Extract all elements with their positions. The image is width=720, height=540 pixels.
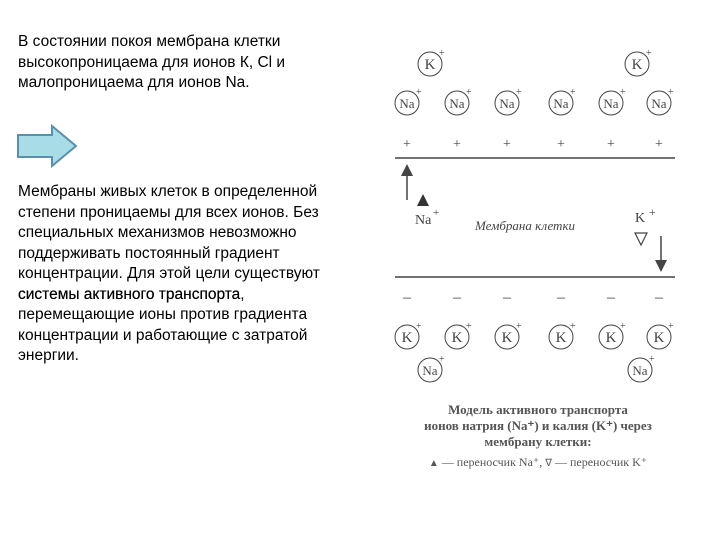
- plus-sign: +: [453, 137, 461, 152]
- main-line: перемещающие ионы против градиента: [18, 306, 308, 323]
- ion-label: K: [653, 330, 665, 346]
- membrane-diagram: [385, 40, 685, 385]
- ion-charge: +: [620, 87, 626, 98]
- intro-line: высокопроницаема для ионов К, Cl и: [18, 53, 286, 71]
- na-carrier-charge: +: [433, 207, 440, 219]
- caption-line: мембрану клетки:: [484, 434, 592, 449]
- main-line: Мембраны живых клеток в определенной: [18, 183, 318, 200]
- main-line: степени проницаемы для всех ионов. Без: [18, 203, 319, 221]
- potassium-ion: [495, 321, 522, 349]
- ion-charge: +: [416, 321, 422, 332]
- ion-label: Na: [399, 96, 415, 111]
- minus-sign: –: [503, 289, 511, 306]
- minus-sign: –: [453, 289, 461, 306]
- ion-label: Na: [422, 363, 438, 378]
- main-line: поддерживать постоянный градиент: [18, 244, 280, 262]
- potassium-ion: [549, 321, 576, 349]
- ion-label: Na: [603, 96, 619, 111]
- ion-label: Na: [632, 363, 648, 378]
- ion-charge: +: [668, 87, 674, 98]
- open-triangle-icon: ∇: [545, 458, 552, 469]
- sodium-ion: [395, 87, 422, 115]
- ion-label: Na: [499, 96, 515, 111]
- ion-charge: +: [516, 321, 522, 332]
- ion-charge: +: [570, 321, 576, 332]
- ion-label: K: [631, 57, 643, 73]
- ion-charge: +: [649, 354, 655, 365]
- caption-line: ионов натрия (Na⁺) и калия (K⁺) через: [424, 418, 652, 433]
- plus-sign: +: [557, 137, 565, 152]
- ion-charge: +: [439, 48, 445, 59]
- ion-label: Na: [553, 96, 569, 111]
- ion-label: Na: [651, 96, 667, 111]
- ion-label: K: [401, 330, 413, 346]
- main-line: ,: [240, 285, 245, 303]
- na-carrier-icon: [417, 194, 429, 206]
- potassium-ion: [418, 48, 445, 76]
- plus-sign: +: [607, 137, 615, 152]
- ion-label: Na: [449, 96, 465, 111]
- potassium-ion: [599, 321, 626, 349]
- plus-sign: +: [503, 137, 511, 152]
- ion-charge: +: [466, 87, 472, 98]
- legend-k: — переносчик K⁺: [554, 455, 648, 469]
- legend-na: — переносчик Na⁺,: [441, 455, 546, 469]
- ion-charge: +: [439, 354, 445, 365]
- main-line: концентрации. Для этой цели существуют: [18, 265, 320, 282]
- plus-sign: +: [655, 137, 663, 152]
- sodium-ion: [549, 87, 576, 115]
- minus-sign: –: [655, 289, 663, 306]
- ion-label: K: [605, 330, 617, 346]
- highlight-term: системы активного транспорта: [18, 285, 241, 303]
- membrane-label: Мембрана клетки: [475, 218, 576, 233]
- potassium-ion: [445, 321, 472, 349]
- potassium-ion: [647, 321, 674, 349]
- main-line: концентрации и работающие с затратой: [18, 326, 308, 344]
- ion-charge: +: [570, 87, 576, 98]
- sodium-ion: [445, 87, 472, 115]
- filled-triangle-icon: ▲: [428, 458, 439, 469]
- intro-paragraph: [18, 32, 378, 94]
- minus-sign: –: [403, 289, 411, 306]
- na-carrier-label: Na: [415, 213, 432, 228]
- potassium-ion: [625, 48, 652, 76]
- ion-charge: +: [646, 48, 652, 59]
- ion-charge: +: [466, 321, 472, 332]
- intro-line: В состоянии покоя мембрана клетки: [18, 33, 281, 50]
- ion-charge: +: [416, 87, 422, 98]
- sodium-ion: [647, 87, 674, 115]
- main-line: специальных механизмов невозможно: [18, 224, 297, 241]
- ion-charge: +: [516, 87, 522, 98]
- diagram-legend: [398, 455, 678, 470]
- potassium-ion: [395, 321, 422, 349]
- sodium-ion: [418, 354, 445, 382]
- sodium-ion: [495, 87, 522, 115]
- diagram-caption: [398, 402, 678, 450]
- k-carrier-charge: +: [649, 205, 656, 219]
- plus-sign: +: [403, 137, 411, 152]
- ion-label: K: [501, 330, 513, 346]
- ion-label: K: [555, 330, 567, 346]
- main-line: энергии.: [18, 347, 79, 364]
- k-carrier-icon: [635, 233, 647, 245]
- sodium-ion: [599, 87, 626, 115]
- ion-label: K: [424, 57, 436, 73]
- ion-label: K: [451, 330, 463, 346]
- minus-sign: –: [607, 289, 615, 306]
- sodium-ion: [628, 354, 655, 382]
- intro-line: малопроницаема для ионов Na.: [18, 74, 250, 91]
- ion-charge: +: [668, 321, 674, 332]
- right-arrow-icon: [16, 124, 78, 168]
- caption-line: Модель активного транспорта: [448, 402, 628, 417]
- ion-charge: +: [620, 321, 626, 332]
- main-paragraph: [18, 182, 380, 367]
- minus-sign: –: [557, 289, 565, 306]
- k-carrier-label: K: [635, 211, 646, 226]
